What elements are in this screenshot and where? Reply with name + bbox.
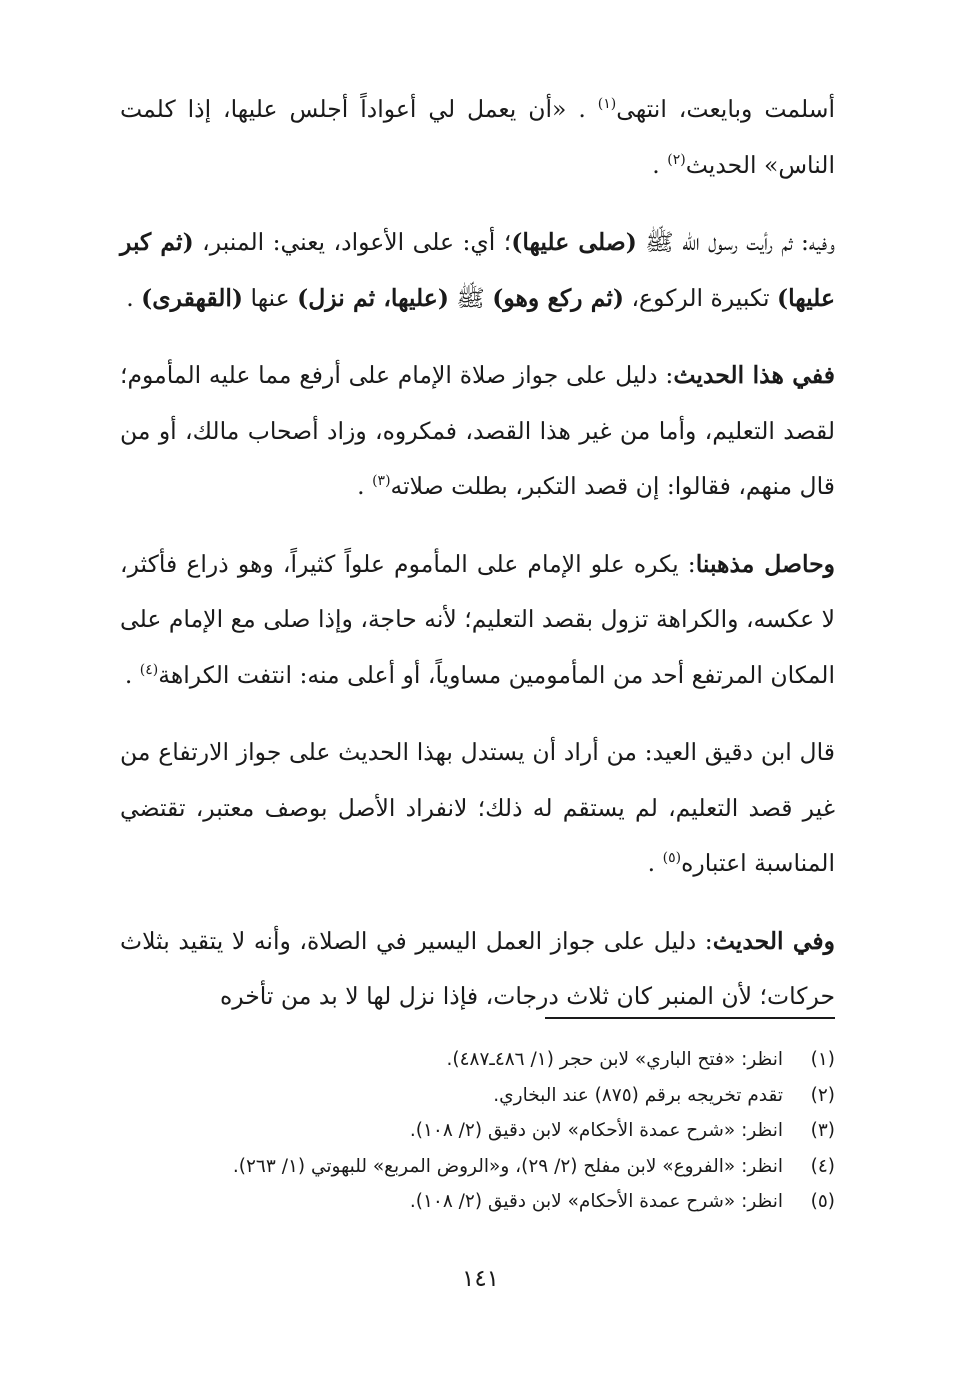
text-run: أسلمت وبايعت، انتهى <box>616 95 835 123</box>
footnote-number: (٤) <box>810 1155 835 1177</box>
footnote-number: (٣) <box>810 1120 835 1141</box>
bold-text: (القهقرى) <box>141 283 244 312</box>
paragraph <box>120 348 835 515</box>
footnote <box>120 1149 835 1185</box>
paragraph <box>120 215 835 326</box>
footnote-marker: (٢) <box>667 151 686 168</box>
text-run: . <box>124 660 140 689</box>
main-text <box>120 82 835 1047</box>
footnote-text: تقدم تخريجه برقم (٨٧٥) عند البخاري. <box>493 1084 783 1106</box>
footnote-marker: (٣) <box>372 473 391 490</box>
footnote-marker: (١) <box>597 96 617 113</box>
footnote-number: (٥) <box>810 1191 835 1212</box>
paragraph <box>120 537 835 704</box>
text-run: وفيه: ثم رأيت رسول الله ﷺ <box>636 228 835 256</box>
footnote <box>120 1078 835 1114</box>
footnote <box>120 1042 835 1078</box>
page-number: ١٤١ <box>461 1266 500 1292</box>
footnote-text: انظر: «شرح عمدة الأحكام» لابن دقيق (٢/ ١٠٨). <box>409 1120 783 1141</box>
bold-text: (عليها، ثم نزل) <box>297 283 449 312</box>
paragraph <box>120 725 835 892</box>
bold-text: (ثم ركع وهو) <box>492 283 624 312</box>
bold-text: وفي الحديث <box>712 926 835 955</box>
bold-text: (صلى عليها) <box>511 228 637 256</box>
footnote-marker: (٤) <box>139 661 159 678</box>
bold-text: (ثم كبر عليها) <box>120 228 835 312</box>
text-run: : دليل على جواز العمل اليسير في الصلاة، وأنه لا يتقيد بثلاث حركات؛ لأن المنبر كان ثلاث درجات، فإذا نزل لها لا بد من تأخره <box>120 926 835 1010</box>
text-run: عنها <box>243 283 298 312</box>
text-run: : يكره علو الإمام على المأموم علواً كثيراً، وهو ذراع فأكثر، لا عكسه، والكراهة تزول بقصد التعليم؛ لأنه حاجة، وإذا صلى مع الإمام على المكان المرتفع أحد من المأمومين مساوياً، أو أعلى منه: انتفت الكراهة <box>120 549 835 689</box>
text-run: ؛ أي: على الأعواد، يعني: المنبر، <box>193 228 512 256</box>
text-run: . <box>126 283 142 312</box>
text-run: تكبيرة الركوع، <box>624 283 777 312</box>
text-run: . <box>357 472 373 500</box>
footnote <box>120 1113 835 1149</box>
footnote-number: (١) <box>810 1049 835 1070</box>
text-run: : دليل على جواز صلاة الإمام على أرفع مما عليه المأموم؛ لقصد التعليم، وأما من غير هذا القصد، فمكروه، وزاد أصحاب مالك، أو من قال منهم، فقالوا: إن قصد التكبر، بطلت صلاته <box>120 361 835 500</box>
bold-text: وحاصل مذهبنا <box>695 549 835 578</box>
paragraph <box>120 914 835 1025</box>
paragraph <box>120 82 835 193</box>
text-run: قال ابن دقيق العيد: من أراد أن يستدل بهذا الحديث على جواز الارتفاع من غير قصد التعليم، لم يستقم له ذلك؛ لانفراد الأصل بوصف معتبر، تقتضي المناسبة اعتباره <box>120 738 835 877</box>
text-run: . «أن يعمل لي أعواداً أجلس عليها، إذا كلمت الناس» الحديث <box>120 95 835 179</box>
footnote-number: (٢) <box>810 1084 835 1106</box>
footnotes <box>120 1042 835 1220</box>
footnote-text: انظر: «فتح الباري» لابن حجر (١/ ٤٨٦ـ٤٨٧). <box>446 1049 783 1070</box>
text-run: . <box>652 150 668 179</box>
bold-text: ففي هذا الحديث <box>673 361 835 389</box>
footnote-marker: (٥) <box>662 850 682 867</box>
footnote <box>120 1184 835 1220</box>
text-run: ﷺ <box>448 283 493 312</box>
footnote-divider <box>545 1017 835 1019</box>
footnote-text: انظر: «الفروع» لابن مفلح (٢/ ٢٩)، و«الروض المربع» للبهوتي (١/ ٢٦٣). <box>232 1155 783 1177</box>
text-run: . <box>647 849 663 877</box>
footnote-text: انظر: «شرح عمدة الأحكام» لابن دقيق (٢/ ١٠٨). <box>409 1191 783 1212</box>
